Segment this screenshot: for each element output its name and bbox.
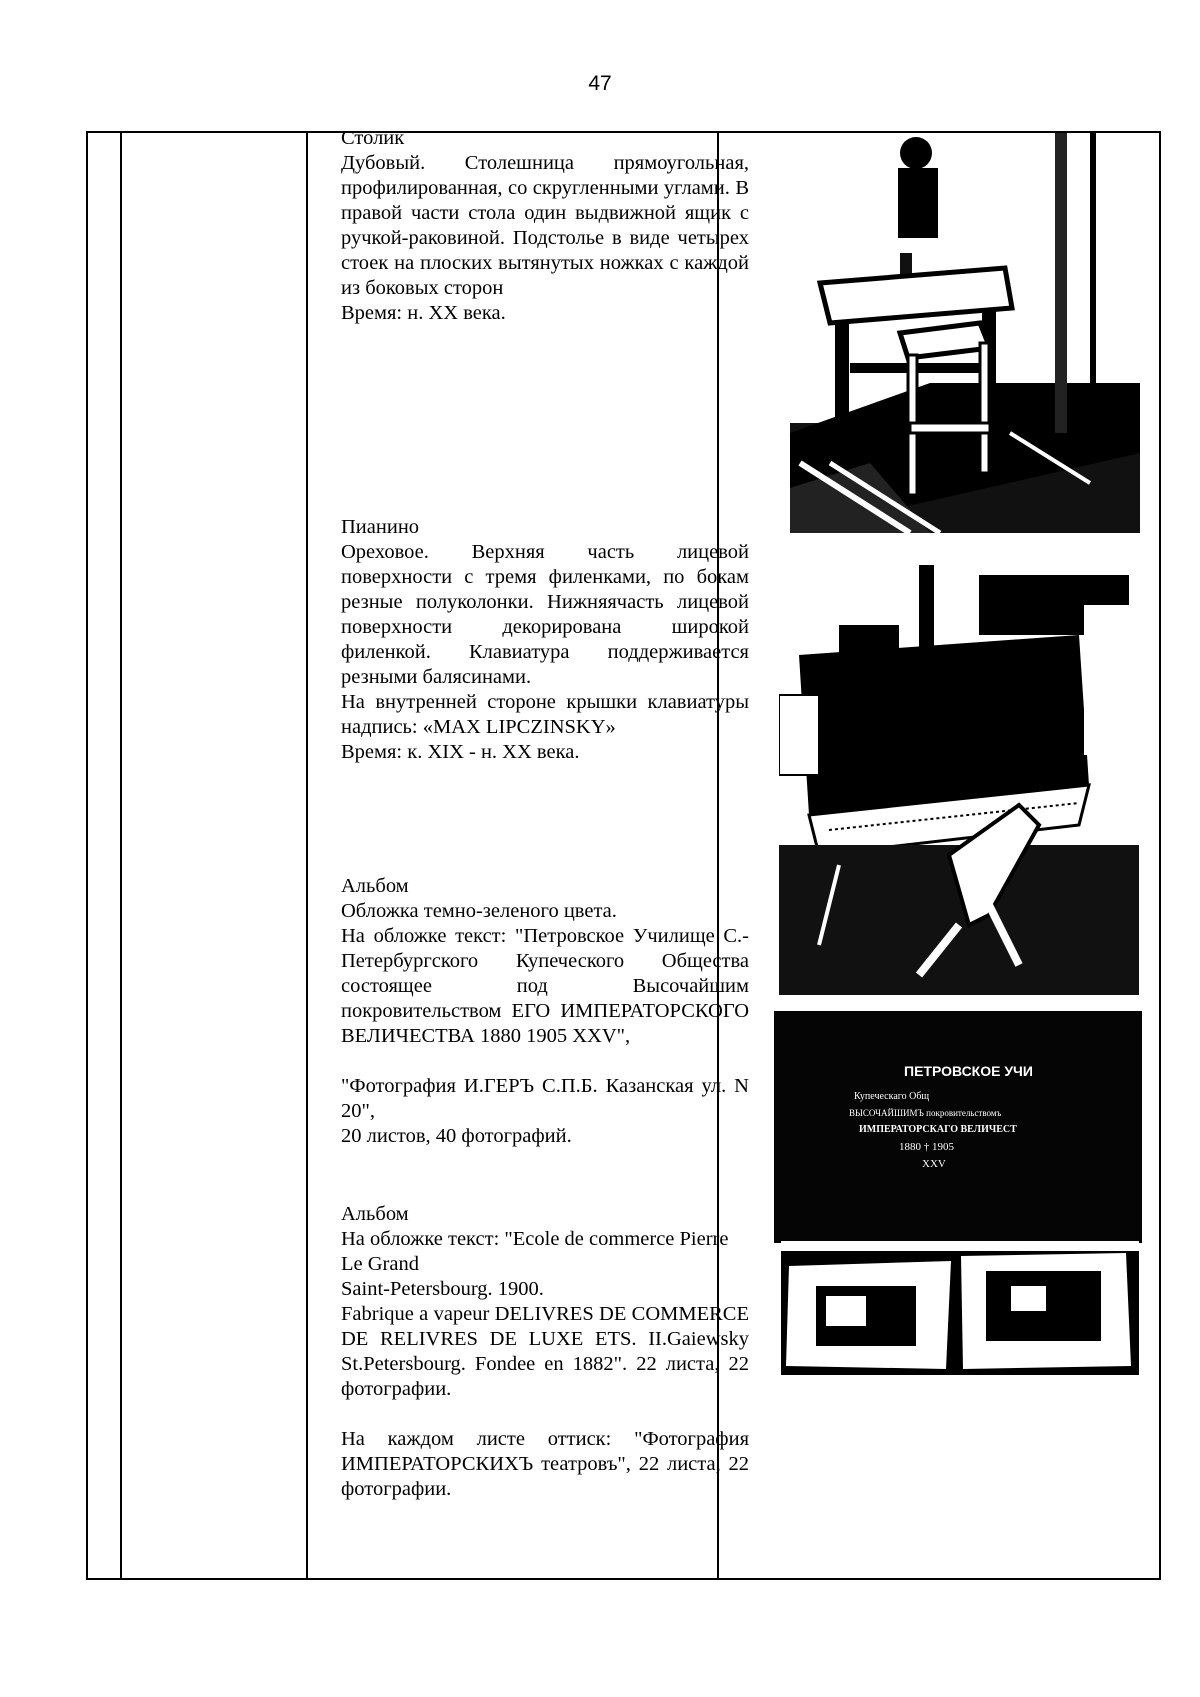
item-album-2 — [341, 1202, 749, 1502]
cover-line: ВЫСОЧАЙШИМЪ покровительствомъ — [849, 1108, 1002, 1118]
item-cover: Обложка темно-зеленого цвета. — [341, 900, 617, 922]
column-divider — [306, 133, 308, 1578]
item-cover-text: На обложке текст: "Ecole de commerce Pierre Le Grand — [341, 1228, 729, 1275]
item-album-1 — [341, 874, 749, 1149]
item-stamp: На каждом листе оттиск: "Фотография ИМПЕРАТОРСКИХЪ театровъ", 22 листа, 22 фотографии. — [341, 1428, 749, 1500]
item-description: Ореховое. Верхняя часть лицевой поверхности с тремя филенками, по бокам резные полуколонки. Нижняячасть лицевой поверхности декорирована широкой филенкой. Клавиатура поддерживается резными балясинами. — [341, 541, 749, 688]
cover-line: Купеческаго Общ — [854, 1091, 930, 1102]
photo-column — [754, 133, 1160, 1578]
item-title: Альбом — [341, 1203, 409, 1225]
item-piano — [341, 515, 749, 765]
page-number: 47 — [588, 72, 612, 95]
cover-line: ИМПЕРАТОРСКАГО ВЕЛИЧЕСТ — [859, 1124, 1017, 1135]
item-count: 20 листов, 40 фотографий. — [341, 1125, 572, 1147]
item-title: Пианино — [341, 516, 420, 538]
photo-album-pages — [781, 1241, 1139, 1375]
item-table — [341, 126, 749, 326]
item-description: Дубовый. Столешница прямоугольная, профилированная, со скругленными углами. В правой части стола один выдвижной ящик с ручкой-раковиной. Подстолье в виде четырех стоек на плоских вытянутых ножках с каждой из боковых сторон — [341, 152, 749, 299]
inventory-table — [86, 127, 1161, 1580]
photo-table — [790, 133, 1140, 533]
item-date: Время: н. XX века. — [341, 302, 506, 324]
item-place: Saint-Petersbourg. 1900. — [341, 1278, 544, 1300]
description-column — [341, 127, 749, 1578]
item-maker: Fabrique a vapeur DELIVRES DE COMMERCE DE RELIVRES DE LUXE ETS. II.Gaiewsky St.Petersbourg. Fondee en 1882". 22 листа, 22 фотографии. — [341, 1303, 749, 1400]
item-title: Альбом — [341, 875, 409, 897]
item-date: Время: к. XIX - н. XX века. — [341, 741, 580, 763]
item-title: Столик — [341, 127, 405, 149]
column-divider — [120, 133, 122, 1578]
item-inscription: На внутренней стороне крышки клавиатуры надпись: «MAX LIPCZINSKY» — [341, 691, 749, 738]
item-cover-text: На обложке текст: "Петровское Училище С.-Петербургского Купеческого Общества состоящее под Высочайшим покровительством ЕГО ИМПЕРАТОРСКОГО ВЕЛИЧЕСТВА 1880 1905 XXV", — [341, 925, 749, 1047]
photo-album-cover — [774, 1011, 1142, 1243]
cover-line: XXV — [922, 1158, 946, 1170]
photo-piano — [779, 565, 1139, 995]
cover-line: 1880 † 1905 — [899, 1141, 954, 1153]
item-photographer: "Фотография И.ГЕРЪ С.П.Б. Казанская ул. N 20", — [341, 1075, 749, 1122]
cover-title-line: ПЕТРОВСКОЕ УЧИ — [904, 1063, 1033, 1079]
